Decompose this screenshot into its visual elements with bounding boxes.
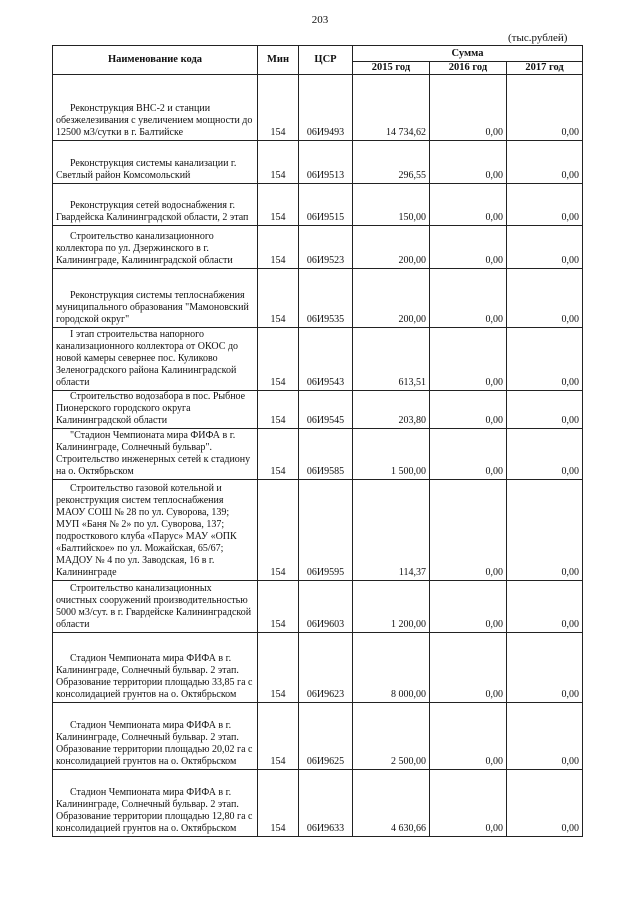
row-2015: 2 500,00: [353, 703, 430, 770]
row-min: 154: [258, 391, 299, 429]
row-2017: 0,00: [507, 581, 583, 633]
row-csr: 06И9595: [299, 480, 353, 581]
row-2016: 0,00: [430, 226, 507, 269]
row-2015: 1 200,00: [353, 581, 430, 633]
row-min: 154: [258, 633, 299, 703]
row-min: 154: [258, 480, 299, 581]
header-2017: 2017 год: [507, 62, 583, 75]
row-min: 154: [258, 429, 299, 480]
table-row: [53, 429, 583, 480]
table-row: [53, 703, 583, 770]
row-csr: 06И9545: [299, 391, 353, 429]
row-2017: 0,00: [507, 391, 583, 429]
header-min: Мин: [258, 46, 299, 75]
row-csr: 06И9493: [299, 75, 353, 141]
row-2015: 114,37: [353, 480, 430, 581]
header-2016: 2016 год: [430, 62, 507, 75]
row-2016: 0,00: [430, 75, 507, 141]
row-2015: 8 000,00: [353, 633, 430, 703]
row-name: Реконструкция ВНС-2 и станции обезжелезивания с увеличением мощности до 12500 м3/сутки в г. Балтийске: [56, 103, 253, 138]
row-2017: 0,00: [507, 269, 583, 328]
row-name: Стадион Чемпионата мира ФИФА в г. Калининграде, Солнечный бульвар. 2 этап. Образование территории площадью 20,02 га с консолидацией грунтов на о. Октябрьском: [56, 720, 253, 767]
row-min: 154: [258, 141, 299, 184]
row-name: Стадион Чемпионата мира ФИФА в г. Калининграде, Солнечный бульвар. 2 этап. Образование территории площадью 12,80 га с консолидацией грунтов на о. Октябрьском: [56, 787, 253, 834]
row-csr: 06И9633: [299, 770, 353, 837]
row-2017: 0,00: [507, 429, 583, 480]
row-csr: 06И9513: [299, 141, 353, 184]
row-2015: 296,55: [353, 141, 430, 184]
header-sum: Сумма: [353, 46, 583, 62]
table-row: [53, 480, 583, 581]
row-min: 154: [258, 184, 299, 226]
row-2015: 203,80: [353, 391, 430, 429]
row-2015: 4 630,66: [353, 770, 430, 837]
row-2016: 0,00: [430, 429, 507, 480]
table-row: [53, 633, 583, 703]
row-2017: 0,00: [507, 770, 583, 837]
row-2017: 0,00: [507, 633, 583, 703]
row-csr: 06И9515: [299, 184, 353, 226]
row-2015: 200,00: [353, 226, 430, 269]
row-2017: 0,00: [507, 141, 583, 184]
row-name: Реконструкция системы канализации г. Светлый район Комсомольский: [56, 158, 237, 181]
row-2016: 0,00: [430, 141, 507, 184]
row-2016: 0,00: [430, 581, 507, 633]
header-csr: ЦСР: [299, 46, 353, 75]
row-min: 154: [258, 269, 299, 328]
row-csr: 06И9535: [299, 269, 353, 328]
row-2016: 0,00: [430, 703, 507, 770]
row-min: 154: [258, 770, 299, 837]
row-min: 154: [258, 703, 299, 770]
row-name: Строительство канализационных очистных сооружений производительностью 5000 м3/сут. в г. Гвардейске Калининградской области: [56, 583, 252, 630]
table-row: [53, 141, 583, 184]
table-row: [53, 269, 583, 328]
row-2016: 0,00: [430, 269, 507, 328]
header-2015: 2015 год: [353, 62, 430, 75]
row-2016: 0,00: [430, 391, 507, 429]
table-row: [53, 391, 583, 429]
table-row: [53, 581, 583, 633]
row-name: "Стадион Чемпионата мира ФИФА в г. Калининграде, Солнечный бульвар". Строительство инженерных сетей к стадиону на о. Октябрьском: [56, 430, 251, 477]
row-min: 154: [258, 75, 299, 141]
row-2016: 0,00: [430, 328, 507, 391]
row-2016: 0,00: [430, 770, 507, 837]
row-2017: 0,00: [507, 328, 583, 391]
row-csr: 06И9625: [299, 703, 353, 770]
budget-table: [52, 45, 583, 837]
row-csr: 06И9585: [299, 429, 353, 480]
table-row: [53, 75, 583, 141]
row-csr: 06И9623: [299, 633, 353, 703]
header-name: Наименование кода: [53, 46, 258, 75]
row-2017: 0,00: [507, 184, 583, 226]
row-2017: 0,00: [507, 703, 583, 770]
row-2017: 0,00: [507, 480, 583, 581]
row-min: 154: [258, 581, 299, 633]
row-name: Строительство канализационного коллектора по ул. Дзержинского в г. Калининграде, Калининградской области: [56, 231, 233, 266]
table-row: [53, 770, 583, 837]
row-2015: 200,00: [353, 269, 430, 328]
table-row: [53, 226, 583, 269]
table-row: [53, 328, 583, 391]
row-name: Стадион Чемпионата мира ФИФА в г. Калининграде, Солнечный бульвар. 2 этап. Образование территории площадью 33,85 га с консолидацией грунтов на о. Октябрьском: [56, 653, 253, 700]
row-name: Строительство газовой котельной и реконструкция систем теплоснабжения МАОУ СОШ № 28 по ул. Суворова, 139; МУП «Баня № 2» по ул. Суворова, 137; подросткового клуба «Парус» МАУ «ОПК «Балтийское» по ул. Можайская, 65/67; МАДОУ № 4 по ул. Заводская, 16 в г. Калининграде: [56, 483, 237, 578]
row-csr: 06И9603: [299, 581, 353, 633]
row-2015: 14 734,62: [353, 75, 430, 141]
row-min: 154: [258, 226, 299, 269]
row-name: Реконструкция сетей водоснабжения г. Гвардейска Калининградской области, 2 этап: [56, 200, 249, 223]
row-name: Строительство водозабора в пос. Рыбное Пионерского городского округа Калининградской области: [56, 391, 246, 426]
row-csr: 06И9543: [299, 328, 353, 391]
row-2015: 150,00: [353, 184, 430, 226]
row-2016: 0,00: [430, 633, 507, 703]
table-row: [53, 184, 583, 226]
row-2015: 613,51: [353, 328, 430, 391]
row-csr: 06И9523: [299, 226, 353, 269]
row-name: I этап строительства напорного канализационного коллектора от ОКОС до новой камеры севернее пос. Куликово Зеленоградского района Калининградской области: [56, 329, 239, 388]
row-2015: 1 500,00: [353, 429, 430, 480]
units-label: (тыс.рублей): [508, 32, 568, 44]
row-2017: 0,00: [507, 75, 583, 141]
row-name: Реконструкция системы теплоснабжения муниципального образования "Мамоновский городской округ": [56, 290, 249, 325]
row-2017: 0,00: [507, 226, 583, 269]
row-2016: 0,00: [430, 480, 507, 581]
row-2016: 0,00: [430, 184, 507, 226]
page-number: 203: [311, 14, 329, 26]
row-min: 154: [258, 328, 299, 391]
